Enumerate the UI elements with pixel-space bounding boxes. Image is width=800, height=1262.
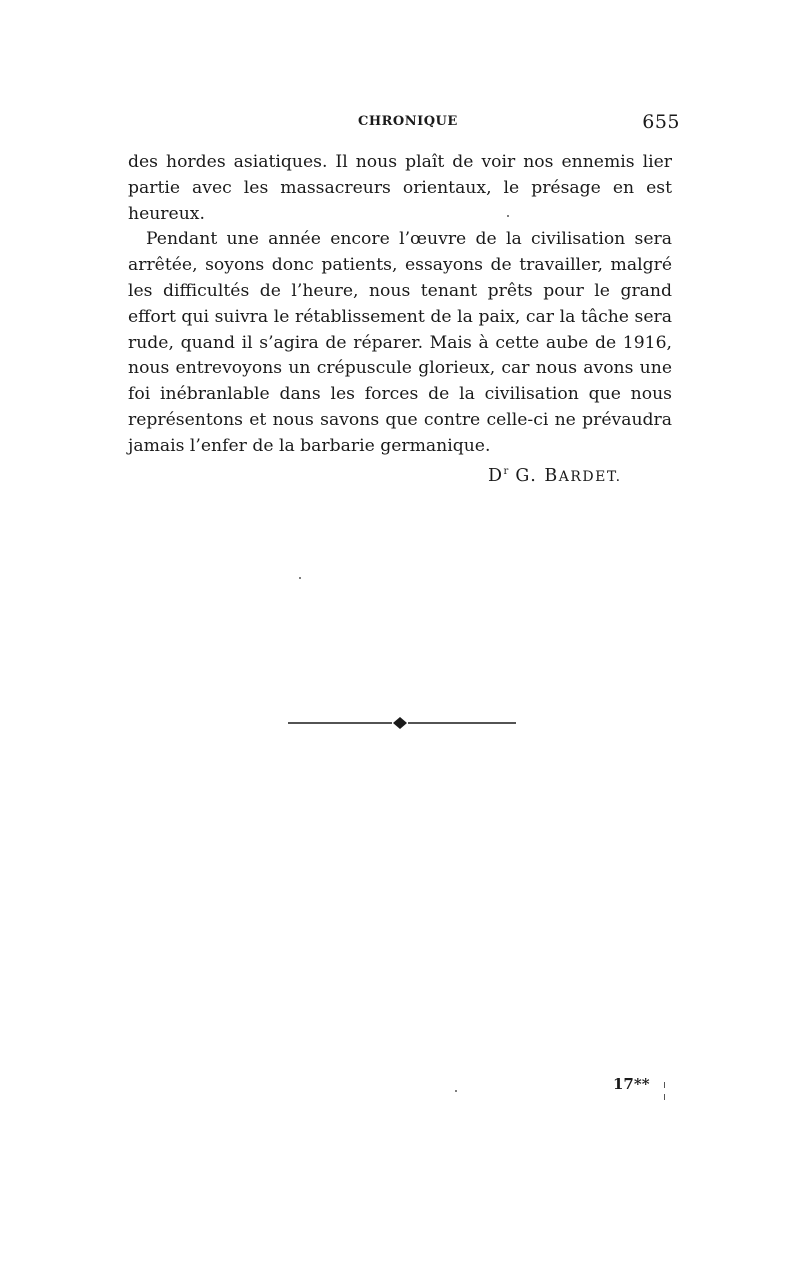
signature-mark: 17** [613, 1075, 650, 1093]
paper-speck [664, 1094, 665, 1100]
paper-speck [455, 1090, 457, 1092]
author-signature [488, 466, 622, 486]
signature-title-sup: r [503, 466, 509, 477]
paragraph-main: Pendant une année encore l’œuvre de la civilisation sera arrêtée, soyons donc patients, essayons de travailler, malgré les difficultés de l’heure, nous tenant prêts pour le grand effort qui suivra le rétablissement de la paix, car la tâche sera rude, quand il s’agira de réparer. Mais à cette aube de 1916, nous entrevoyons un crépuscule glorieux, car nous avons une foi inébranlable dans les forces de la civilisation que nous représentons et nous savons que contre celle-ci ne prévaudra jamais l’enfer de la barbarie germanique. [128, 229, 672, 456]
ornament-svg [288, 713, 518, 733]
running-title: CHRONIQUE [358, 114, 458, 129]
signature-initial: G. [515, 466, 538, 486]
running-head [128, 111, 680, 136]
signature-title: D [488, 466, 504, 486]
signature-surname-initial: B [544, 466, 559, 486]
body-text [128, 150, 672, 460]
signature-surname-rest: ARDET. [558, 469, 622, 485]
page-number: 655 [642, 111, 680, 133]
paper-speck [299, 577, 301, 579]
paper-speck [664, 1082, 665, 1088]
paper-speck [507, 215, 509, 217]
paragraph-continuation: des hordes asiatiques. Il nous plaît de voir nos ennemis lier partie avec les massacreurs orientaux, le présage en est heureux. [128, 152, 672, 224]
diamond-rule-ornament-icon [288, 713, 518, 733]
